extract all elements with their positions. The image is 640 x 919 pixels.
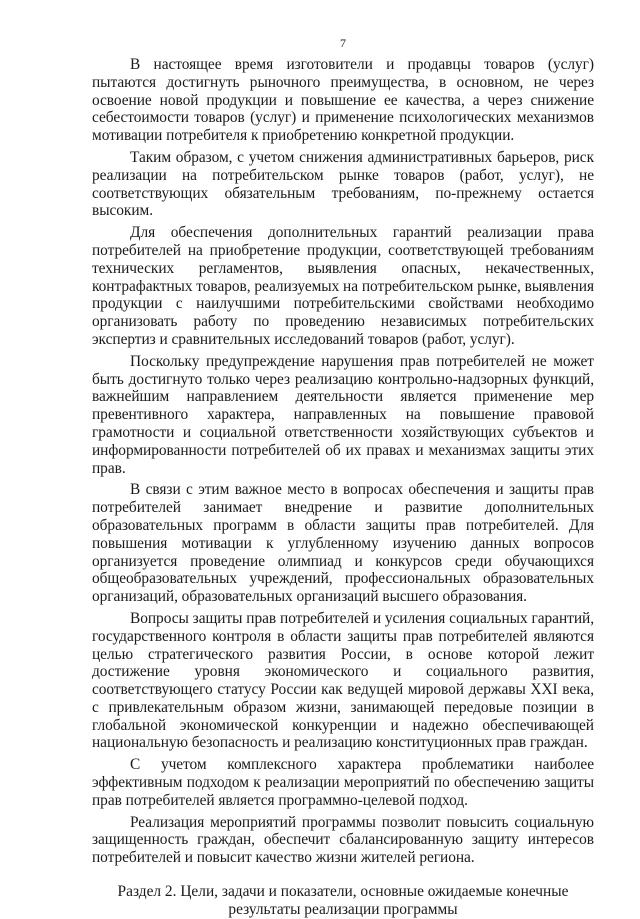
section-heading: Раздел 2. Цели, задачи и показатели, основные ожидаемые конечные результаты реализации программы (117, 883, 569, 919)
paragraph-5: В связи с этим важное место в вопросах обеспечения и защиты прав потребителей занимает внедрение и развитие дополнительных образовательных программ в области защиты прав потребителей. Для повышения мотивации к углубленному изучению данных вопросов организуется проведение олимпиад и конкурсов среди обучающихся общеобразовательных учреждений, профессиональных образовательных организаций, образовательных организаций высшего образования. (92, 481, 594, 606)
paragraph-2: Таким образом, с учетом снижения административных барьеров, риск реализации на потребительском рынке товаров (работ, услуг), не соответствующих обязательным требованиям, по-прежнему остается высоким. (92, 148, 594, 220)
page-number: 7 (340, 36, 346, 50)
paragraph-4: Поскольку предупреждение нарушения прав потребителей не может быть достигнуто только через реализацию контрольно-надзорных функций, важнейшим направлением деятельности является применение мер превентивного характера, направленных на повышение правовой грамотности и социальной ответственности хозяйствующих субъектов и информированности потребителей об их правах и механизмах защиты этих прав. (92, 352, 594, 477)
paragraph-7: С учетом комплексного характера проблематики наиболее эффективным подходом к реализации мероприятий по обеспечению защиты прав потребителей является программно-целевой подход. (92, 756, 594, 809)
paragraph-6: Вопросы защиты прав потребителей и усиления социальных гарантий, государственного контроля в области защиты прав потребителей являются целью стратегического развития России, в основе которой лежит достижение уровня экономического и социального развития, соответствующего статусу России как ведущей мировой державы XXI века, с привлекательным образом жизни, занимающей передовые позиции в глобальной экономической конкуренции и надежно обеспечивающей национальную безопасность и реализацию конституционных прав граждан. (92, 609, 594, 752)
paragraph-1: В настоящее время изготовители и продавцы товаров (услуг) пытаются достигнуть рыночного преимущества, в основном, не через освоение новой продукции и повышение ее качества, а через снижение себестоимости товаров (услуг) и применение психологических механизмов мотивации потребителя к приобретению конкретной продукции. (92, 56, 594, 145)
paragraph-3: Для обеспечения дополнительных гарантий реализации права потребителей на приобретение продукции, соответствующей требованиям технических регламентов, выявления опасных, некачественных, контрафактных товаров, реализуемых на потребительском рынке, выявления продукции с наилучшими потребительскими свойствами необходимо организовать работу по проведению независимых потребительских экспертиз и сравнительных исследований товаров (работ, услуг). (92, 224, 594, 348)
paragraph-8: Реализация мероприятий программы позволит повысить социальную защищенность граждан, обеспечит сбалансированную защиту интересов потребителей и повысит качество жизни жителей региона. (92, 813, 594, 867)
